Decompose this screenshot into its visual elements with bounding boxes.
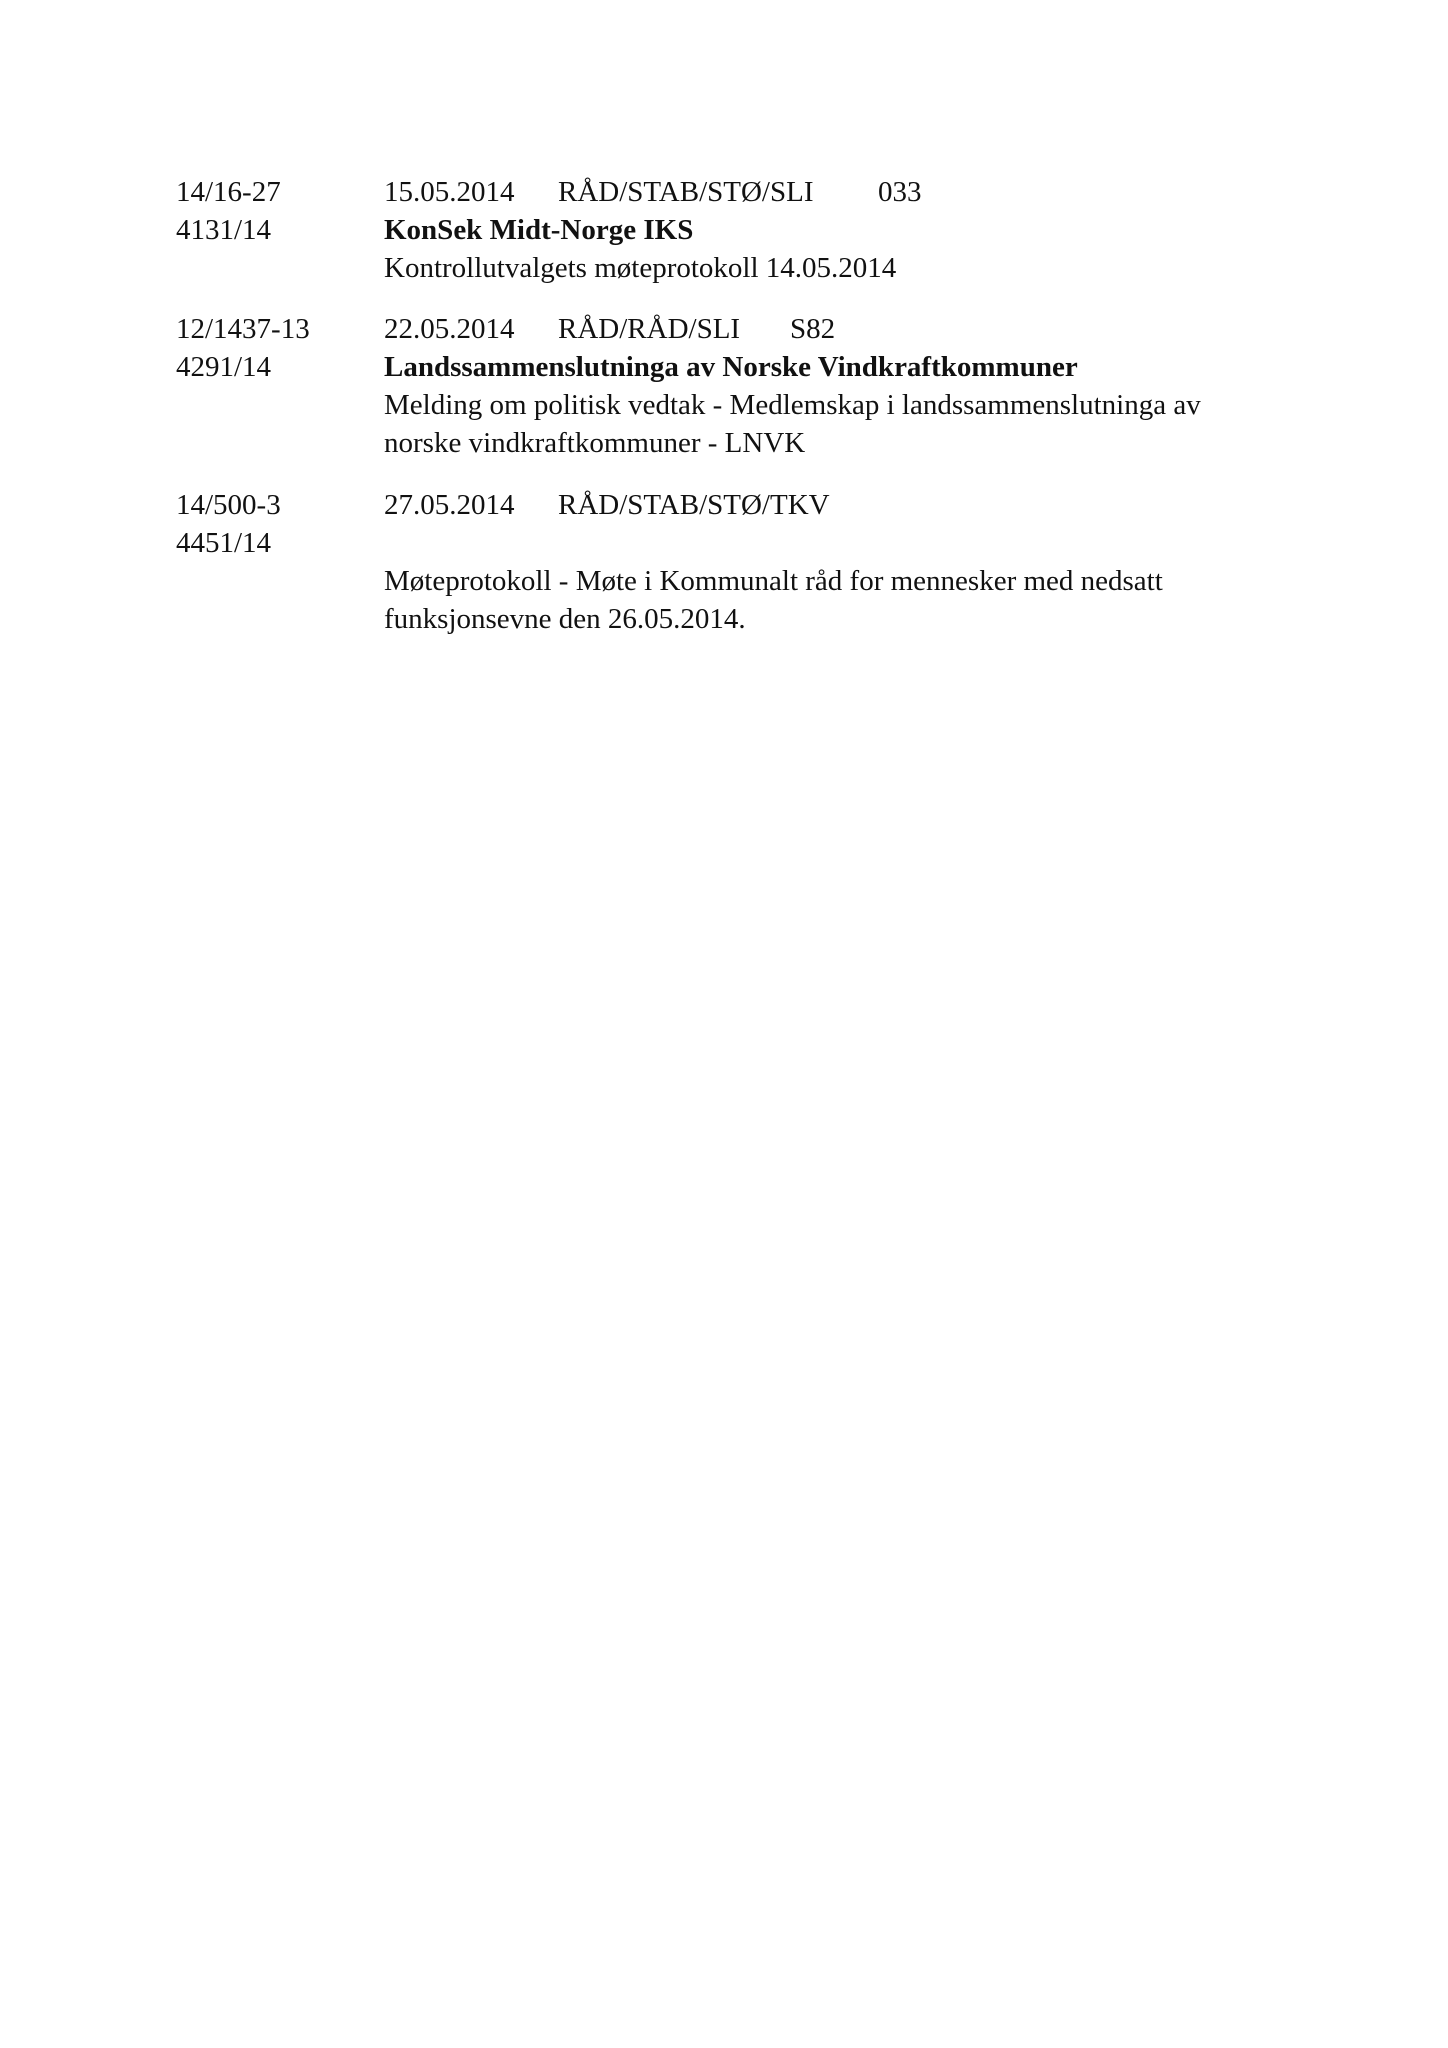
entry-header-row: [176, 173, 1296, 211]
responsible-unit: RÅD/RÅD/SLI: [558, 313, 741, 345]
entry-description: Melding om politisk vedtak - Medlemskap i landssammenslutninga av norske vindkraftkommuner - LNVK: [384, 389, 1201, 459]
responsible-unit: RÅD/STAB/STØ/SLI: [558, 176, 814, 208]
sender-name: Landssammenslutninga av Norske Vindkraftkommuner: [384, 351, 1078, 383]
entry-description: Møteprotokoll - Møte i Kommunalt råd for mennesker med nedsatt funksjonsevne den 26.05.2014.: [384, 565, 1163, 635]
case-reference: 14/500-3: [176, 489, 281, 521]
entry-description: Kontrollutvalgets møteprotokoll 14.05.2014: [384, 252, 897, 284]
case-reference: 14/16-27: [176, 176, 281, 208]
entry-sender-row: [176, 348, 1296, 386]
entry-date: 22.05.2014: [384, 313, 515, 345]
document-number: 4451/14: [176, 527, 272, 559]
document-number: 4131/14: [176, 214, 272, 246]
journal-entry: [176, 310, 1296, 462]
archive-code: S82: [790, 313, 836, 345]
entry-header-row: [176, 486, 1296, 524]
entry-header-row: [176, 310, 1296, 348]
document-number: 4291/14: [176, 351, 272, 383]
responsible-unit: RÅD/STAB/STØ/TKV: [558, 489, 830, 521]
case-reference: 12/1437-13: [176, 313, 310, 345]
entry-date: 15.05.2014: [384, 176, 515, 208]
sender-name: KonSek Midt-Norge IKS: [384, 214, 694, 246]
archive-code: 033: [878, 176, 922, 208]
entry-date: 27.05.2014: [384, 489, 515, 521]
entry-sender-row: [176, 524, 1296, 562]
journal-entry: [176, 173, 1296, 287]
journal-entry: [176, 486, 1296, 638]
entry-sender-row: [176, 211, 1296, 249]
